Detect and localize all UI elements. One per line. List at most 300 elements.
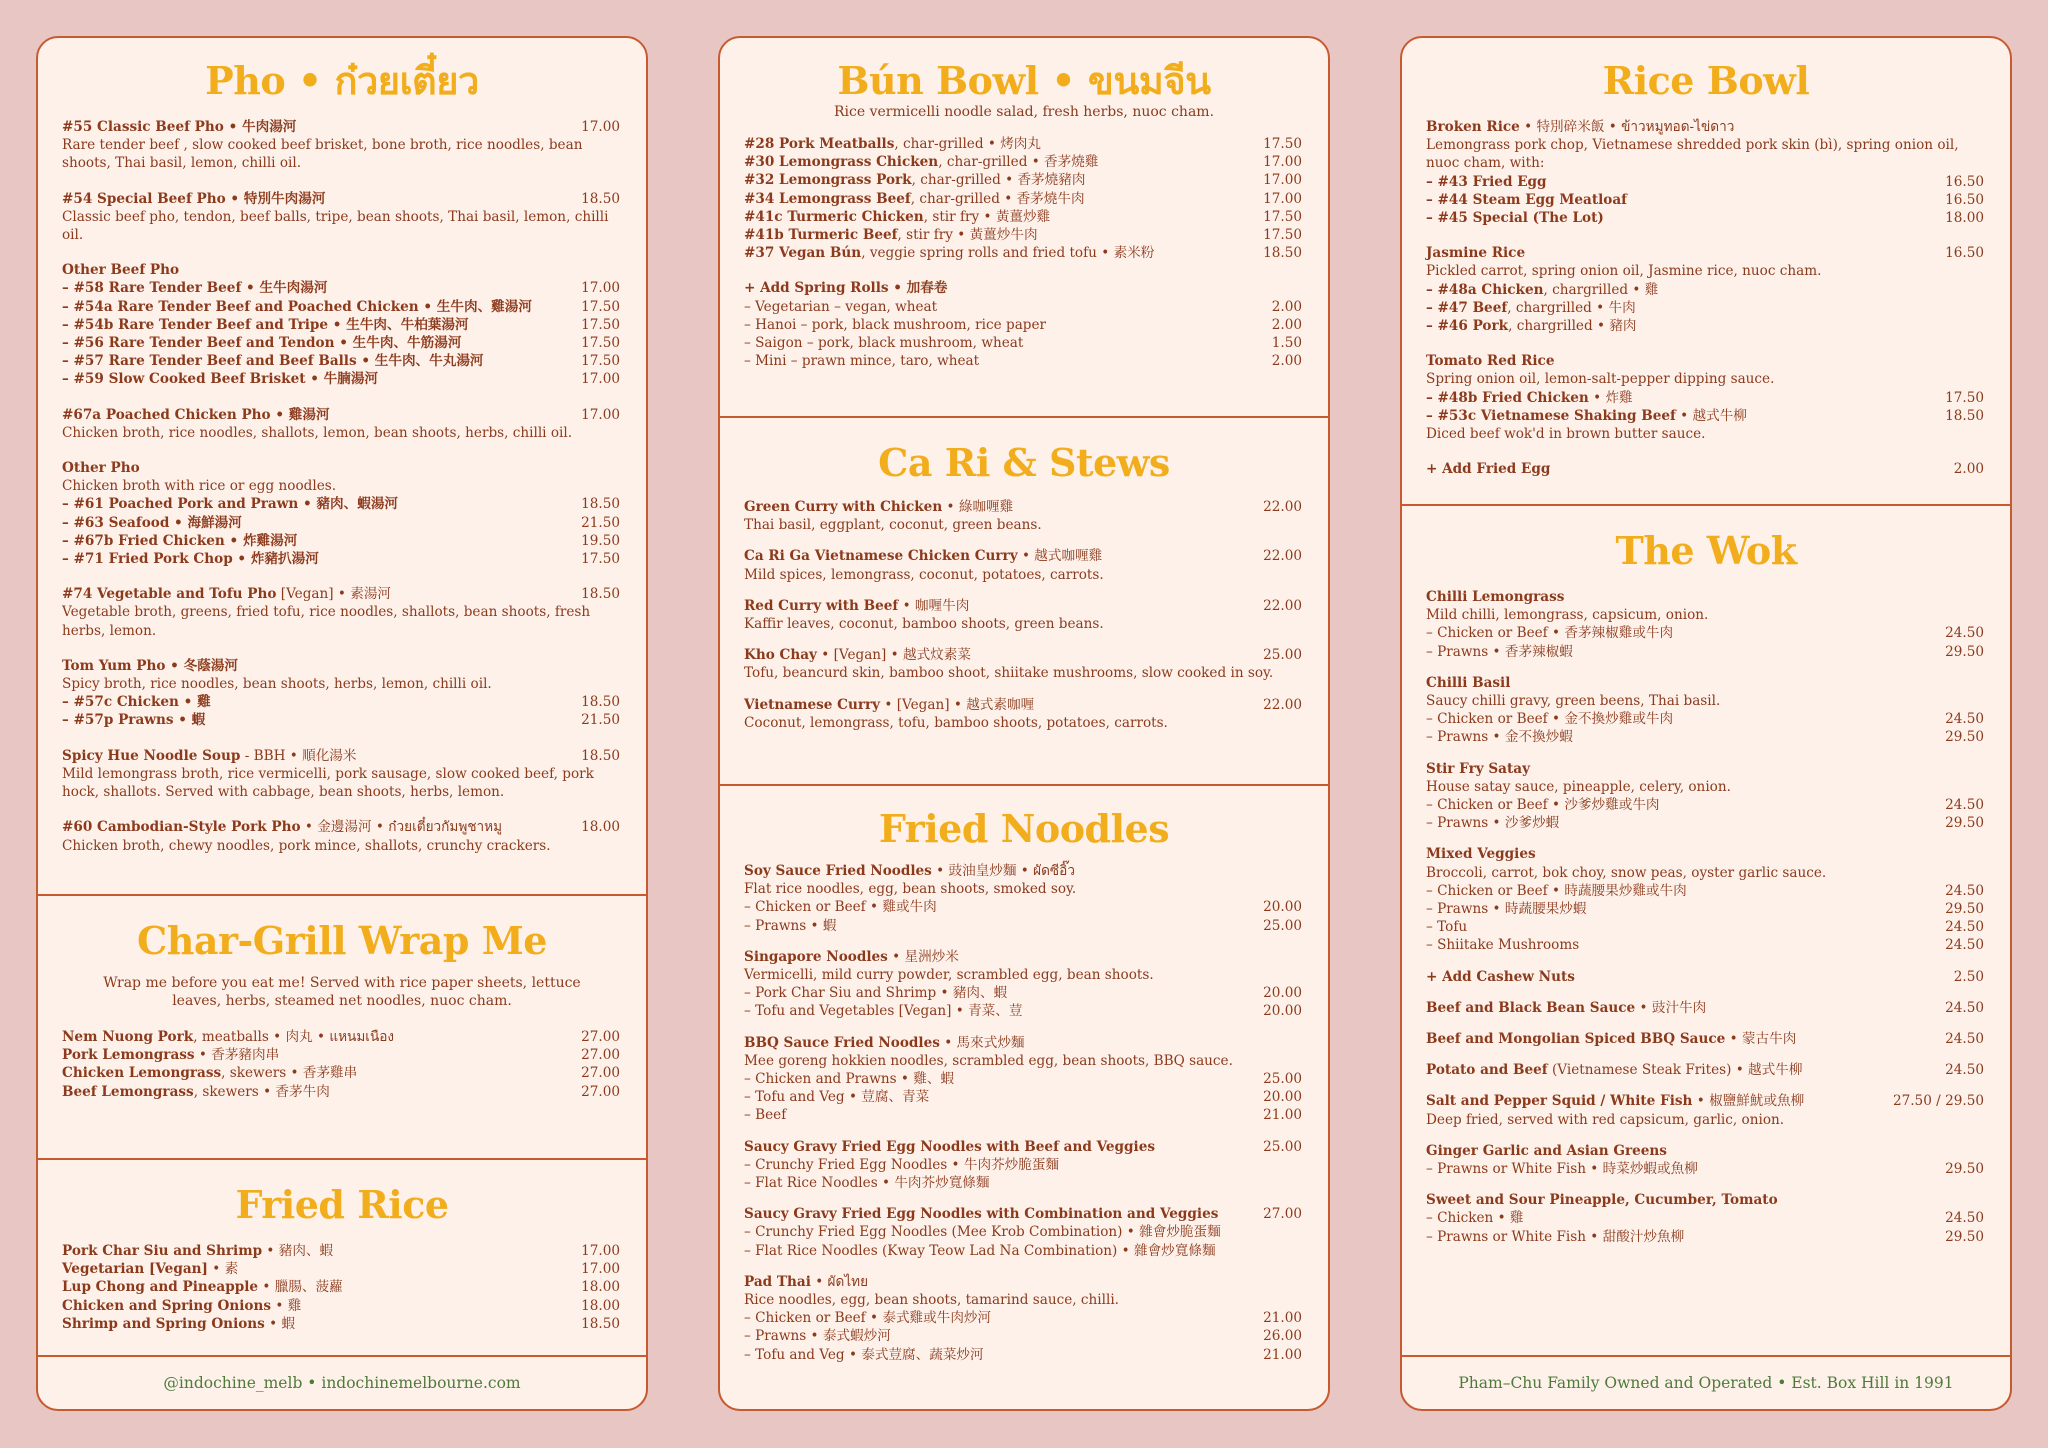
menu-item-name <box>1426 643 1945 661</box>
menu-item-name <box>62 747 581 765</box>
wok-title: The Wok <box>1615 528 1797 573</box>
menu-item-row <box>744 135 1302 153</box>
dish-detail: , char-grilled • 香茅燒牛肉 <box>910 190 1085 207</box>
dish-name: – Beef <box>744 1107 787 1124</box>
menu-item <box>744 597 1302 633</box>
dish-name: – #46 Pork <box>1426 318 1509 335</box>
price: 27.00 <box>581 1083 620 1100</box>
dish-name: – Prawns • 沙爹炒蝦 <box>1426 815 1560 832</box>
dish-description: Tofu, beancurd skin, bamboo shoot, shiitake mushrooms, slow cooked in soy. <box>744 665 1274 682</box>
menu-item-name <box>744 696 1263 714</box>
menu-item-row <box>744 1174 1302 1192</box>
menu-item-name <box>62 1046 581 1064</box>
menu-item-name <box>1426 460 1954 478</box>
price: 18.50 <box>1263 245 1302 262</box>
price: 18.50 <box>581 747 620 764</box>
dish-name: #37 Vegan Bún <box>744 245 862 262</box>
menu-item-row <box>1426 118 1984 136</box>
price: 21.00 <box>1263 1107 1302 1124</box>
menu-item-name <box>1426 710 1945 728</box>
menu-item-row <box>62 514 620 532</box>
price: 27.50 / 29.50 <box>1892 1093 1984 1110</box>
menu-item-row <box>62 693 620 711</box>
menu-item-name <box>1426 389 1945 407</box>
price: 25.00 <box>1263 917 1302 934</box>
menu-item-name <box>1426 317 1984 335</box>
menu-item-row <box>1426 674 1984 692</box>
menu-item <box>1426 999 1984 1017</box>
menu-item-row <box>744 597 1302 615</box>
menu-item-name <box>1426 814 1945 832</box>
menu-item-row <box>744 226 1302 244</box>
menu-item-name <box>744 316 1272 334</box>
dish-name: Vietnamese Curry <box>744 696 881 713</box>
dish-detail: • 豬肉、蝦 <box>262 1243 334 1259</box>
menu-item-name <box>62 1260 581 1278</box>
dish-detail: • 臘腸、菠蘿 <box>258 1279 343 1296</box>
menu-item-name <box>744 1327 1263 1345</box>
dish-name: – Prawns • 香茅辣椒蝦 <box>1426 643 1573 660</box>
menu-item-name <box>62 657 620 675</box>
menu-item-name <box>62 279 581 297</box>
dish-name: – Tofu and Veg • 泰式荳腐、蔬菜炒河 <box>744 1346 984 1363</box>
menu-item-row <box>1426 760 1984 778</box>
dish-name: Beef and Mongolian Spiced BBQ Sauce <box>1426 1031 1726 1048</box>
dish-name: Other Beef Pho <box>62 262 180 279</box>
dish-detail: • ผัดไทย <box>810 1273 869 1290</box>
menu-item <box>62 459 620 568</box>
menu-item-row <box>1426 1228 1984 1246</box>
dish-name: #34 Lemongrass Beef <box>744 190 911 207</box>
menu-item-row <box>744 984 1302 1002</box>
dish-name: – #47 Beef <box>1426 299 1508 316</box>
menu-item-row <box>744 153 1302 171</box>
menu-item-name <box>62 1278 581 1296</box>
menu-item-row <box>744 1034 1302 1052</box>
menu-item <box>62 747 620 802</box>
footer-social[interactable]: @indochine_melb • indochinemelbourne.com <box>38 1355 646 1409</box>
menu-item-row <box>1426 999 1984 1017</box>
price: 24.50 <box>1945 999 1984 1016</box>
menu-item <box>62 190 620 245</box>
menu-item-name <box>1426 173 1945 191</box>
menu-item-name <box>744 862 1302 880</box>
dish-description: Vermicelli, mild curry powder, scrambled egg, bean shoots. <box>744 967 1154 984</box>
dish-name: – #57 Rare Tender Beef and Beef Balls • 生牛肉、牛丸湯河 <box>62 353 484 370</box>
menu-item-name <box>744 208 1263 226</box>
price: 24.50 <box>1945 882 1984 899</box>
menu-item-row <box>744 862 1302 880</box>
menu-item-row <box>744 1346 1302 1364</box>
dish-detail: • 越式牛柳 <box>1675 407 1747 424</box>
menu-item-row <box>744 498 1302 516</box>
dish-name: Diced beef wok'd in brown butter sauce. <box>1426 426 1706 443</box>
dish-name: – Prawns • 泰式蝦炒河 <box>744 1328 891 1345</box>
menu-item-row <box>744 1156 1302 1174</box>
dish-name: Broken Rice <box>1426 119 1520 135</box>
price: 21.50 <box>581 514 620 531</box>
dish-name: #41c Turmeric Chicken <box>744 208 924 225</box>
dish-name: – Shiitake Mushrooms <box>1426 937 1580 954</box>
price: 17.00 <box>581 1261 620 1278</box>
price: 20.00 <box>1263 1089 1302 1106</box>
price: 29.50 <box>1945 901 1984 918</box>
dish-name: – #58 Rare Tender Beef • 生牛肉湯河 <box>62 280 328 297</box>
menu-item-row <box>62 190 620 208</box>
menu-item-name <box>1426 299 1984 317</box>
dish-detail: , char-grilled • 烤肉丸 <box>894 136 1041 152</box>
dish-name: Vegetarian [Vegan] <box>62 1261 208 1278</box>
menu-item <box>744 1273 1302 1364</box>
dish-detail: • 咖喱牛肉 <box>898 597 970 614</box>
menu-item-name <box>62 1297 581 1315</box>
dish-name: Jasmine Rice <box>1426 245 1526 262</box>
menu-item <box>744 279 1302 370</box>
dish-name: – Chicken or Beef • 香茅辣椒雞或牛肉 <box>1426 625 1674 642</box>
price: 17.50 <box>1945 389 1984 406</box>
dish-name: #67a Poached Chicken Pho • 雞湯河 <box>62 406 330 423</box>
dish-name: – Chicken or Beef • 泰式雞或牛肉炒河 <box>744 1310 992 1327</box>
menu-item-name <box>744 646 1263 664</box>
dish-name: Green Curry with Chicken <box>744 499 943 515</box>
price: 22.00 <box>1263 597 1302 614</box>
menu-item-name <box>744 352 1272 370</box>
price: 27.00 <box>1263 1206 1302 1223</box>
price: 17.50 <box>581 551 620 568</box>
dish-name: Chicken and Spring Onions <box>62 1297 272 1314</box>
menu-item-name <box>62 1028 581 1046</box>
price: 17.50 <box>1263 208 1302 225</box>
menu-item-name <box>62 585 581 603</box>
dish-name: #54 Special Beef Pho • 特別牛肉湯河 <box>62 190 326 207</box>
price: 2.00 <box>1953 461 1984 478</box>
menu-item-row <box>1426 1092 1984 1110</box>
dish-detail: • 綠咖喱雞 <box>942 499 1014 515</box>
dish-detail: • 蒙古牛肉 <box>1725 1031 1797 1048</box>
price: 26.00 <box>1263 1328 1302 1345</box>
menu-item-name <box>1426 1092 1893 1110</box>
menu-item <box>62 818 620 854</box>
cari-section <box>720 416 1328 784</box>
menu-item-name <box>744 498 1263 516</box>
price: 1.50 <box>1271 335 1302 352</box>
dish-name: Shrimp and Spring Onions <box>62 1315 265 1332</box>
dish-description: Flat rice noodles, egg, bean shoots, smoked soy. <box>744 881 1077 898</box>
fried-rice-section <box>38 1158 646 1359</box>
dish-name: – #54a Rare Tender Beef and Poached Chicken • 生牛肉、雞湯河 <box>62 298 532 315</box>
menu-item-row <box>1426 191 1984 209</box>
menu-item <box>1426 118 1984 227</box>
menu-panel-right <box>1400 36 2012 1411</box>
dish-detail: , stir fry • 黃薑炒雞 <box>923 208 1051 225</box>
dish-name: – Chicken and Prawns • 雞、蝦 <box>744 1071 955 1088</box>
price: 20.00 <box>1263 899 1302 916</box>
dish-description: Mee goreng hokkien noodles, scrambled egg, bean shoots, BBQ sauce. <box>744 1052 1233 1069</box>
menu-item-name <box>1426 760 1984 778</box>
dish-name: – #44 Steam Egg Meatloaf <box>1426 191 1628 208</box>
dish-name: – Tofu and Veg • 荳腐、青菜 <box>744 1089 930 1106</box>
menu-item-name <box>744 135 1263 153</box>
menu-item-row <box>744 547 1302 565</box>
menu-item <box>1426 674 1984 747</box>
menu-item <box>744 1034 1302 1125</box>
dish-name: – #63 Seafood • 海鮮湯河 <box>62 514 242 531</box>
menu-item-row <box>1426 209 1984 227</box>
menu-item <box>1426 1142 1984 1178</box>
menu-item-name <box>62 550 581 568</box>
menu-item-row <box>744 1138 1302 1156</box>
dish-name: + Add Cashew Nuts <box>1426 968 1575 985</box>
menu-item <box>62 118 620 173</box>
dish-name: + Add Fried Egg <box>1426 461 1551 478</box>
dish-description: Lemongrass pork chop, Vietnamese shredded pork skin (bì), spring onion oil, nuoc cham, with: <box>1426 137 1959 172</box>
menu-item-row <box>744 1088 1302 1106</box>
dish-name: + Add Spring Rolls • 加春卷 <box>744 280 948 297</box>
menu-item-row <box>1426 1030 1984 1048</box>
price: 18.50 <box>581 496 620 513</box>
price: 18.00 <box>581 1297 620 1314</box>
dish-name: Tomato Red Rice <box>1426 353 1555 370</box>
menu-item-row <box>1426 845 1984 863</box>
dish-name: – Vegetarian – vegan, wheat <box>744 298 938 315</box>
menu-item-name <box>1426 845 1984 863</box>
dish-description: Mild chilli, lemongrass, capsicum, onion. <box>1426 607 1709 624</box>
menu-item-name <box>1426 999 1945 1017</box>
dish-name: – Flat Rice Noodles • 牛肉芥炒寬條麵 <box>744 1175 990 1192</box>
dish-detail: • 特別碎米飯 • ข้าวหมูทอด-ไข่ดาว <box>1519 119 1735 135</box>
dish-name: #32 Lemongrass Pork <box>744 172 912 189</box>
dish-name: #55 Classic Beef Pho • 牛肉湯河 <box>62 119 297 135</box>
menu-item <box>1426 588 1984 661</box>
menu-item-name <box>744 1156 1302 1174</box>
pho-section <box>38 38 646 894</box>
dish-name: Saucy Gravy Fried Egg Noodles with Combination and Veggies <box>744 1206 1219 1223</box>
menu-item-name <box>744 597 1263 615</box>
menu-item <box>744 948 1302 1021</box>
menu-item <box>1426 1030 1984 1048</box>
price: 17.00 <box>1263 190 1302 207</box>
price: 18.50 <box>581 190 620 207</box>
dish-name: – #67b Fried Chicken • 炸雞湯河 <box>62 532 298 549</box>
menu-item-row <box>1426 1061 1984 1079</box>
menu-item-row <box>744 1327 1302 1345</box>
dish-description: Spring onion oil, lemon-salt-pepper dipping sauce. <box>1426 371 1775 388</box>
dish-name: Saucy Gravy Fried Egg Noodles with Beef and Veggies <box>744 1138 1155 1155</box>
menu-item-name <box>62 818 581 836</box>
menu-item-row <box>62 1315 620 1333</box>
menu-item-row <box>744 1002 1302 1020</box>
dish-name: – #57p Prawns • 蝦 <box>62 712 206 729</box>
footer-family: Pham–Chu Family Owned and Operated • Est. Box Hill in 1991 <box>1402 1355 2010 1409</box>
wrap-section <box>38 894 646 1158</box>
dish-detail: • 星洲炒米 <box>887 948 959 965</box>
menu-item-name <box>1426 352 1984 370</box>
dish-detail: • [Vegan] • 越式炆素菜 <box>816 647 971 664</box>
price: 24.50 <box>1945 711 1984 728</box>
menu-item-row <box>62 1260 620 1278</box>
menu-item <box>62 657 620 730</box>
menu-item-row <box>62 1278 620 1296</box>
menu-item-name <box>1426 674 1984 692</box>
dish-description: Chicken broth with rice or egg noodles. <box>62 478 337 495</box>
bun-section <box>720 38 1328 416</box>
dish-detail: • 雞 <box>271 1297 302 1314</box>
cari-title: Ca Ri & Stews <box>878 440 1170 485</box>
menu-item-row <box>62 747 620 765</box>
dish-name: Nem Nuong Pork <box>62 1029 194 1045</box>
dish-detail: • 炸雞 <box>1588 389 1633 406</box>
menu-item-row <box>744 244 1302 262</box>
menu-item <box>744 646 1302 682</box>
dish-name: – #61 Poached Pork and Prawn • 豬肉、蝦湯河 <box>62 496 399 513</box>
price: 29.50 <box>1945 1228 1984 1245</box>
dish-name: – #56 Rare Tender Beef and Tendon • 生牛肉、牛筋湯河 <box>62 335 462 352</box>
dish-name: #74 Vegetable and Tofu Pho <box>62 586 277 603</box>
menu-item-row <box>744 298 1302 316</box>
menu-item-row <box>62 316 620 334</box>
price: 24.50 <box>1945 1031 1984 1048</box>
menu-item-name <box>62 334 581 352</box>
menu-item-name <box>62 352 581 370</box>
dish-name: Kho Chay <box>744 647 817 664</box>
price: 18.50 <box>1945 407 1984 424</box>
dish-name: Beef Lemongrass <box>62 1083 194 1100</box>
dish-description: Mild lemongrass broth, rice vermicelli, pork sausage, slow cooked beef, pork hock, shallots. Served with cabbage, bean shoots, herbs, lemon. <box>62 765 594 801</box>
menu-item <box>1426 460 1984 478</box>
dish-name: Tom Yum Pho • 冬蔭湯河 <box>62 657 238 674</box>
price: 17.00 <box>581 1243 620 1259</box>
menu-item <box>1426 1061 1984 1079</box>
menu-item-name <box>744 244 1263 262</box>
price: 27.00 <box>581 1065 620 1082</box>
price: 25.00 <box>1263 647 1302 664</box>
menu-item-name <box>1426 588 1984 606</box>
dish-name: – Prawns • 蝦 <box>744 917 837 934</box>
dish-name: Other Pho <box>62 460 140 477</box>
dish-name: Salt and Pepper Squid / White Fish <box>1426 1093 1693 1110</box>
price: 17.50 <box>1263 136 1302 152</box>
menu-item-row <box>1426 1142 1984 1160</box>
menu-item <box>1426 244 1984 335</box>
menu-item-name <box>744 917 1263 935</box>
menu-item-name <box>744 984 1263 1002</box>
dish-description: Spicy broth, rice noodles, bean shoots, herbs, lemon, chilli oil. <box>62 676 492 693</box>
menu-item-row <box>744 917 1302 935</box>
menu-item-row <box>62 1046 620 1064</box>
menu-item-row <box>744 1309 1302 1327</box>
dish-name: – #45 Special (The Lot) <box>1426 210 1604 227</box>
dish-detail: • 豉汁牛肉 <box>1635 999 1707 1016</box>
menu-item-row <box>1426 407 1984 425</box>
menu-item-row <box>1426 624 1984 642</box>
menu-item-row <box>1426 244 1984 262</box>
dish-name: – Pork Char Siu and Shrimp • 豬肉、蝦 <box>744 985 1008 1002</box>
dish-name: – Mini – prawn mince, taro, wheat <box>744 353 980 370</box>
dish-name: Chilli Lemongrass <box>1426 589 1565 605</box>
menu-item-row <box>1426 968 1984 986</box>
dish-name: – Saigon – pork, black mushroom, wheat <box>744 335 1024 352</box>
dish-name: – Chicken or Beef • 沙爹炒雞或牛肉 <box>1426 797 1660 814</box>
dish-name: – Prawns • 金不換炒蝦 <box>1426 729 1573 746</box>
dish-detail: • 金邊湯河 • ก๋วยเตี๋ยวกัมพูชาหมู <box>300 819 503 836</box>
price: 17.50 <box>581 335 620 352</box>
price: 18.00 <box>581 1279 620 1296</box>
dish-detail: , meatballs • 肉丸 • แหนมเนือง <box>193 1029 395 1045</box>
dish-name: – Prawns • 時蔬腰果炒蝦 <box>1426 901 1587 918</box>
menu-item-name <box>744 279 1302 297</box>
dish-detail: • [Vegan] • 越式素咖喱 <box>880 696 1035 713</box>
menu-item-name <box>62 711 581 729</box>
dish-name: – Tofu <box>1426 919 1468 936</box>
dish-name: – #54b Rare Tender Beef and Tripe • 生牛肉、牛柏葉湯河 <box>62 316 469 333</box>
menu-item-row <box>1426 814 1984 832</box>
menu-item <box>744 498 1302 534</box>
price: 29.50 <box>1945 1161 1984 1178</box>
dish-name: Spicy Hue Noodle Soup <box>62 747 241 764</box>
price: 17.00 <box>581 371 620 388</box>
dish-name: – Prawns or White Fish • 時菜炒蝦或魚柳 <box>1426 1161 1698 1178</box>
dish-detail: , stir fry • 黃薑炒牛肉 <box>897 227 1038 244</box>
menu-item-row <box>1426 173 1984 191</box>
menu-item-name <box>62 1242 581 1260</box>
dish-detail: , char-grilled • 香茅燒雞 <box>938 154 1099 171</box>
dish-description: House satay sauce, pineapple, celery, onion. <box>1426 778 1731 795</box>
price: 17.50 <box>581 316 620 333</box>
menu-item-name <box>62 1315 581 1333</box>
dish-description: Mild spices, lemongrass, coconut, potatoes, carrots. <box>744 566 1104 583</box>
menu-item-name <box>62 532 581 550</box>
price: 18.50 <box>581 694 620 711</box>
menu-item-row <box>744 334 1302 352</box>
price: 24.50 <box>1945 937 1984 954</box>
menu-item <box>744 1205 1302 1260</box>
dish-name: Soy Sauce Fried Noodles <box>744 863 932 879</box>
wrap-intro: Wrap me before you eat me! Served with rice paper sheets, lettuce leaves, herbs, steamed net noodles, nuoc cham. <box>103 975 581 1009</box>
menu-item-row <box>62 352 620 370</box>
noodles-section <box>720 784 1328 1409</box>
price: 17.50 <box>581 353 620 370</box>
menu-item-name <box>744 190 1263 208</box>
menu-item-name <box>62 261 620 279</box>
menu-item-name <box>62 190 581 208</box>
menu-item-row <box>1426 643 1984 661</box>
dish-description: Broccoli, carrot, bok choy, snow peas, oyster garlic sauce. <box>1426 864 1827 881</box>
menu-item-row <box>62 657 620 675</box>
menu-item-row <box>62 298 620 316</box>
menu-item-name <box>62 459 620 477</box>
dish-name: Chilli Basil <box>1426 674 1511 691</box>
menu-item <box>744 862 1302 935</box>
price: 21.00 <box>1263 1310 1302 1327</box>
menu-item-name <box>744 1273 1302 1291</box>
menu-item-name <box>1426 882 1945 900</box>
menu-item-name <box>62 316 581 334</box>
price: 22.00 <box>1263 696 1302 713</box>
dish-name: #60 Cambodian-Style Pork Pho <box>62 819 301 836</box>
dish-detail: (Vietnamese Steak Frites) • 越式牛柳 <box>1547 1062 1803 1079</box>
dish-detail: , veggie spring rolls and fried tofu • 素米粉 <box>861 245 1155 262</box>
menu-item-name <box>744 1034 1302 1052</box>
menu-item-row <box>1426 460 1984 478</box>
menu-item <box>62 261 620 388</box>
menu-item-name <box>1426 244 1945 262</box>
menu-item-row <box>744 1205 1302 1223</box>
menu-item-row <box>1426 425 1984 443</box>
menu-item-name <box>62 406 581 424</box>
menu-item-row <box>62 261 620 279</box>
menu-item-name <box>1426 918 1945 936</box>
price: 2.00 <box>1271 298 1302 315</box>
